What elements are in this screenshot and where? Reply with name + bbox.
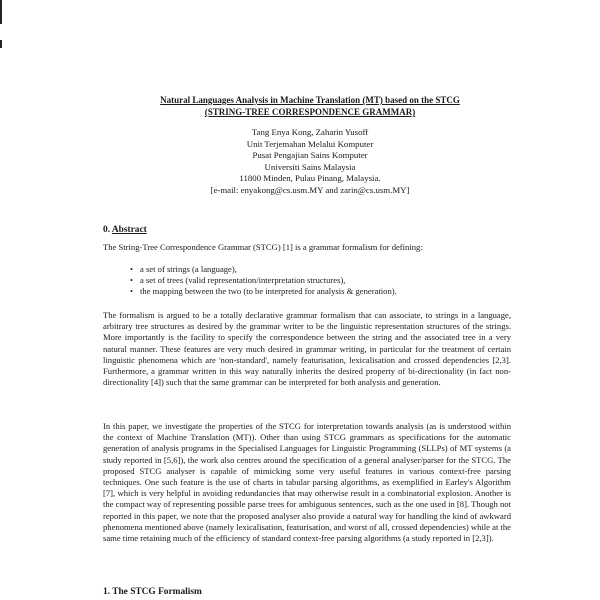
body-paragraph-1: The formalism is argued to be a totally declarative grammar formalism that can associate, to strings in a language, arbitrary tree structures as desired by the grammar writer to be the linguistic representation structures of the strings. More importantly is the facility to specify the correspondence between the string and the associated tree in a very natural manner. These features are very much desired in grammar writing, in particular for the treatment of certain linguistic phenomena which are 'non-standard', namely featurisation, lexicalisation and crossed dependencies [2,3]. Furthermore, a grammar written in this way naturally inherits the desired property of bi-directionality (in fact non-directionality [4]) such that the same grammar can be interpreted for both analysis and generation. (103, 310, 511, 388)
author-address: 11800 Minden, Pulau Pinang, Malaysia. (239, 173, 381, 184)
author-unit: Unit Terjemahan Melalui Komputer (246, 138, 374, 149)
abstract-heading (103, 225, 147, 236)
author-university: Universiti Sains Malaysia (264, 161, 356, 172)
author-block (100, 127, 520, 197)
list-item: • a set of trees (valid representation/interpretation structures), (130, 275, 510, 286)
title-line-2: (STRING-TREE CORRESPONDENCE GRAMMAR) (204, 107, 416, 117)
paper-title (100, 94, 520, 118)
section-1-number: 1. (103, 587, 111, 597)
scan-edge-mark (0, 40, 2, 48)
author-names: Tang Enya Kong, Zaharin Yusoff (251, 127, 369, 137)
abstract-number: 0. (103, 225, 111, 235)
title-line-1: Natural Languages Analysis in Machine Translation (MT) based on the STCG (160, 95, 460, 105)
author-school: Pusat Pengajian Sains Komputer (252, 150, 368, 161)
abstract-label: Abstract (111, 225, 147, 235)
intro-paragraph: The String-Tree Correspondence Grammar (STCG) [1] is a grammar formalism for defining: (103, 242, 423, 252)
section-1-label: The STCG Formalism (112, 587, 202, 597)
body-paragraph-2: In this paper, we investigate the properties of the STCG for interpretation towards analysis (as is understood within the context of Machine Translation (MT)). Other than using STCG grammars as specifications for the automatic generation of analysis programs in the Specialised Languages for Linguistic Programming (SLLPs) of MT systems (a study reported in [5,6]), the work also centres around the specification of a general analyser/parser for the STCG. The proposed STCG analyser is capable of mimicking some very useful features in various context-free parsing techniques. One such feature is the use of charts in tabular parsing algorithms, as exemplified in Earley's Algorithm [7], which is very helpful in avoiding redundancies that may otherwise result in a combinatorial explosion. Another is the compact way of representing possible parse trees for ambiguous sentences, such as the one used in [8]. Though not reported in this paper, we note that the proposed analyser also provide a natural way for handling the kind of awkward phenomena mentioned above (namely lexicalisation, featurisation, and worst of all, crossed dependencies) while at the same time retaining much of the efficiency of standard context-free parsing algorithms (a study reported in [2,3]). (103, 421, 511, 544)
author-email: [e-mail: enyakong@cs.usm.MY and zarin@cs.usm.MY] (210, 184, 410, 195)
section-1-heading (103, 587, 202, 598)
definition-list (130, 264, 510, 298)
scan-edge-mark (0, 0, 2, 24)
list-item: • a set of strings (a language), (130, 264, 510, 275)
list-item: • the mapping between the two (to be interpreted for analysis & generation). (130, 286, 510, 297)
